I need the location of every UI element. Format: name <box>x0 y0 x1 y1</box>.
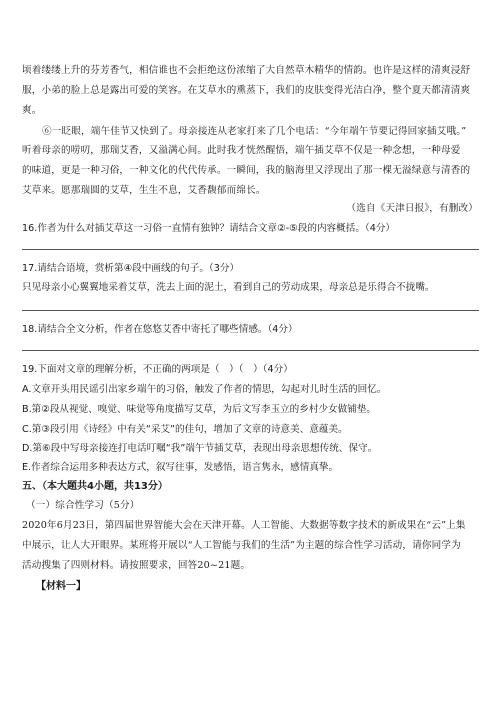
passage-line: 爽。 <box>22 105 42 116</box>
section-heading: 五、（本大题共4小题，共13分） <box>22 481 168 492</box>
intro-line: 2020年6月23日，第四届世界智能大会在天津开幕。人工智能、大数据等数字技术的新成果在“云”上集 <box>22 520 466 531</box>
option-b: B.第②段从视觉、嗅觉、味觉等角度描写艾草，为后文写李玉立的乡村少女做铺垫。 <box>22 404 377 415</box>
question-16: 16.作者为什么对插艾草这一习俗一直情有独钟？请结合文章②-⑤段的内容概括。（4分） <box>22 223 396 234</box>
intro-line: 中展示，让人大开眼界。某班将开展以“人工智能与我们的生活”为主题的综合性学习活动，请你同学为 <box>22 540 461 551</box>
option-a: A.文章开头用民谣引出家乡端午的习俗，触发了作者的情思，勾起对儿时生活的回忆。 <box>22 384 387 395</box>
answer-line-18 <box>22 350 479 351</box>
passage-line: 的味道，更是一种习俗，一种文化的代代传承。一瞬间，我的脑海里又浮现出了那一棵无溢绿意与清香的 <box>22 165 471 176</box>
source-citation: （选自《天津日报》，有删改） <box>346 203 478 214</box>
intro-line: 活动搜集了四则材料。请按照要求，回答20~21题。 <box>22 560 251 571</box>
answer-line-16 <box>22 249 479 250</box>
option-c: C.第③段引用《诗经》中有关“采艾”的佳句，增加了文章的诗意美、意蕴美。 <box>22 424 348 435</box>
question-17: 17.请结合语境，赏析第④段中画线的句子。（3分） <box>22 263 240 274</box>
option-d: D.第⑥段中写母亲接连打电话叮嘱“我”端午节插艾草，表现出母亲思想传统、保守。 <box>22 443 378 454</box>
answer-line-17 <box>22 310 479 311</box>
passage-line: ⑥一眨眼，端午佳节又快到了。母亲接连从老家打来了几个电话：“今年端午节要记得回家插艾哦。” <box>42 126 467 137</box>
passage-line: 听着母亲的唠叨，那瑞艾香，又溢满心间。此时我才恍然醒悟，端午插艾草不仅是一种念想，一种母爱 <box>22 145 461 156</box>
underlined-sentence: 只见母亲小心翼翼地采着艾草，洗去上面的泥土，看到自己的劳动成果，母亲总是乐得合不拢嘴。 <box>22 282 435 293</box>
passage-line: 顷着缕缕上升的芬芳香气，相信谁也不会拒绝这份浓缩了大自然草木精华的情韵。也许是这样的清爽浸舒 <box>22 65 471 76</box>
material-label: 【材料一】 <box>36 581 86 592</box>
passage-line: 服，小弟的脸上总是露出可爱的笑容。在艾草水的熏蒸下，我们的皮肤变得光洁白净，整个夏天都清清爽 <box>22 85 471 96</box>
passage-line: 艾草来。愿那瑞圆的艾草，生生不息，艾香馥郁而绵长。 <box>22 185 266 196</box>
subsection-heading: （一）综合性学习（5分） <box>26 500 140 511</box>
question-18: 18.请结合全文分析，作者在悠悠艾香中寄托了哪些情感。（4分） <box>22 324 298 335</box>
option-e: E.作者综合运用多种表达方式，叙写往事，发感悟，语言隽永，感情真挚。 <box>22 462 339 473</box>
question-19: 19.下面对文章的理解分析，不正确的两项是（ ）（ ）（4分） <box>22 364 293 375</box>
